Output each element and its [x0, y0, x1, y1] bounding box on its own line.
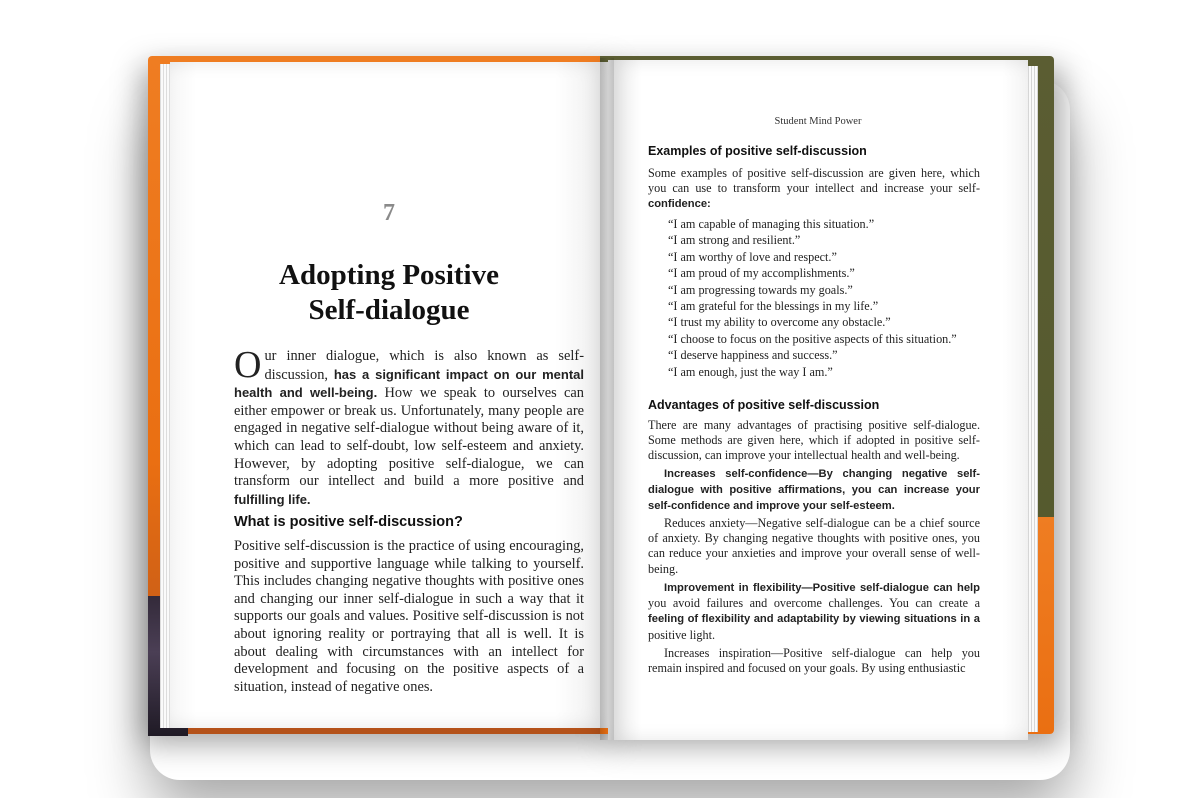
examples-intro — [648, 166, 980, 213]
quote-item: “I trust my ability to overcome any obstacle.” — [668, 315, 891, 330]
quote-item: “I am worthy of love and respect.” — [668, 249, 837, 264]
advantage-flexibility — [648, 580, 980, 643]
intro-text-2: How we speak to ourselves can either empower or break us. Unfortunately, many people are engaged in negative self-dialogue without being aware of it, which can lead to self-doubt, low self-esteem and anxiety. However, by adopting positive self-dialogue, we can transform our intellect and build a more positive and — [234, 385, 584, 490]
drop-cap: O — [234, 344, 262, 386]
advantage-inspiration: Increases inspiration—Positive self-dialogue can help you remain inspired and focused on your goals. By using enthusiastic — [648, 646, 980, 676]
flexibility-text-1: you avoid failures and overcome challenges. You can create a — [648, 596, 980, 611]
advantages-intro: There are many advantages of practising positive self-dialogue. Some methods are given here, which if adopted in positive self-discussion, can improve your intellectual health and well-being. — [648, 418, 980, 463]
examples-intro-bold: confidence: — [648, 198, 711, 211]
quote-item: “I am grateful for the blessings in my life.” — [668, 299, 879, 314]
advantage-confidence-text: Increases self-confidence—By changing negative self-dialogue with positive affirmations, you can increase your self-confidence and improve your self-esteem. — [648, 468, 980, 513]
quote-item: “I am progressing towards my goals.” — [668, 282, 853, 297]
left-page — [170, 62, 608, 728]
flexibility-bold-1: Improvement in flexibility—Positive self-dialogue can help — [664, 582, 980, 594]
right-page — [608, 60, 1028, 740]
examples-heading: Examples of positive self-discussion — [648, 144, 867, 158]
quote-list — [668, 216, 988, 380]
running-head: Student Mind Power — [774, 116, 862, 127]
quote-item: “I deserve happiness and success.” — [668, 348, 838, 363]
chapter-title-line1: Adopting Positive — [279, 259, 499, 291]
section-body: Positive self-discussion is the practice of using encouraging, positive and supportive language while talking to yourself. This includes changing negative thoughts with positive ones and changing our inner self-dialogue in such a way that it supports our goals and values. Positive self-discussion is not about ignoring reality or portraying that all is well. It is about dealing with circumstances with an intellect for development and focusing on the positive aspects of a situation, instead of negative ones. — [234, 538, 584, 695]
chapter-title-line2: Self-dialogue — [308, 294, 470, 326]
quote-item: “I am proud of my accomplishments.” — [668, 266, 855, 281]
advantage-anxiety: Reduces anxiety—Negative self-dialogue can be a chief source of anxiety. By changing negative thoughts with positive ones, you can reduce your anxieties and improve your overall sense of well-being. — [648, 516, 980, 576]
flexibility-text-2: positive light. — [648, 627, 716, 642]
quote-item: “I choose to focus on the positive aspects of this situation.” — [668, 331, 957, 346]
chapter-title — [170, 258, 608, 328]
advantage-confidence — [648, 466, 980, 515]
examples-intro-text: Some examples of positive self-discussion are given here, which you can use to transform your intellect and increase your self- — [648, 166, 980, 196]
book-spine — [600, 58, 614, 740]
quote-item: “I am capable of managing this situation.” — [668, 217, 875, 231]
intro-text-1: ur inner dialogue, which is also known as self-discussion, — [264, 348, 584, 383]
section-heading: What is positive self-discussion? — [234, 514, 463, 530]
quote-item: “I am strong and resilient.” — [668, 233, 801, 248]
flexibility-bold-2: feeling of flexibility and adaptability by viewing situations in a — [648, 613, 980, 626]
advantages-heading: Advantages of positive self-discussion — [648, 398, 880, 412]
intro-bold-2: fulfilling life. — [234, 491, 311, 507]
intro-bold-1: has a significant impact on our mental health and well-being. — [234, 366, 584, 401]
quote-item: “I am enough, just the way I am.” — [668, 364, 833, 379]
intro-paragraph — [234, 344, 584, 509]
chapter-number: 7 — [383, 200, 395, 226]
